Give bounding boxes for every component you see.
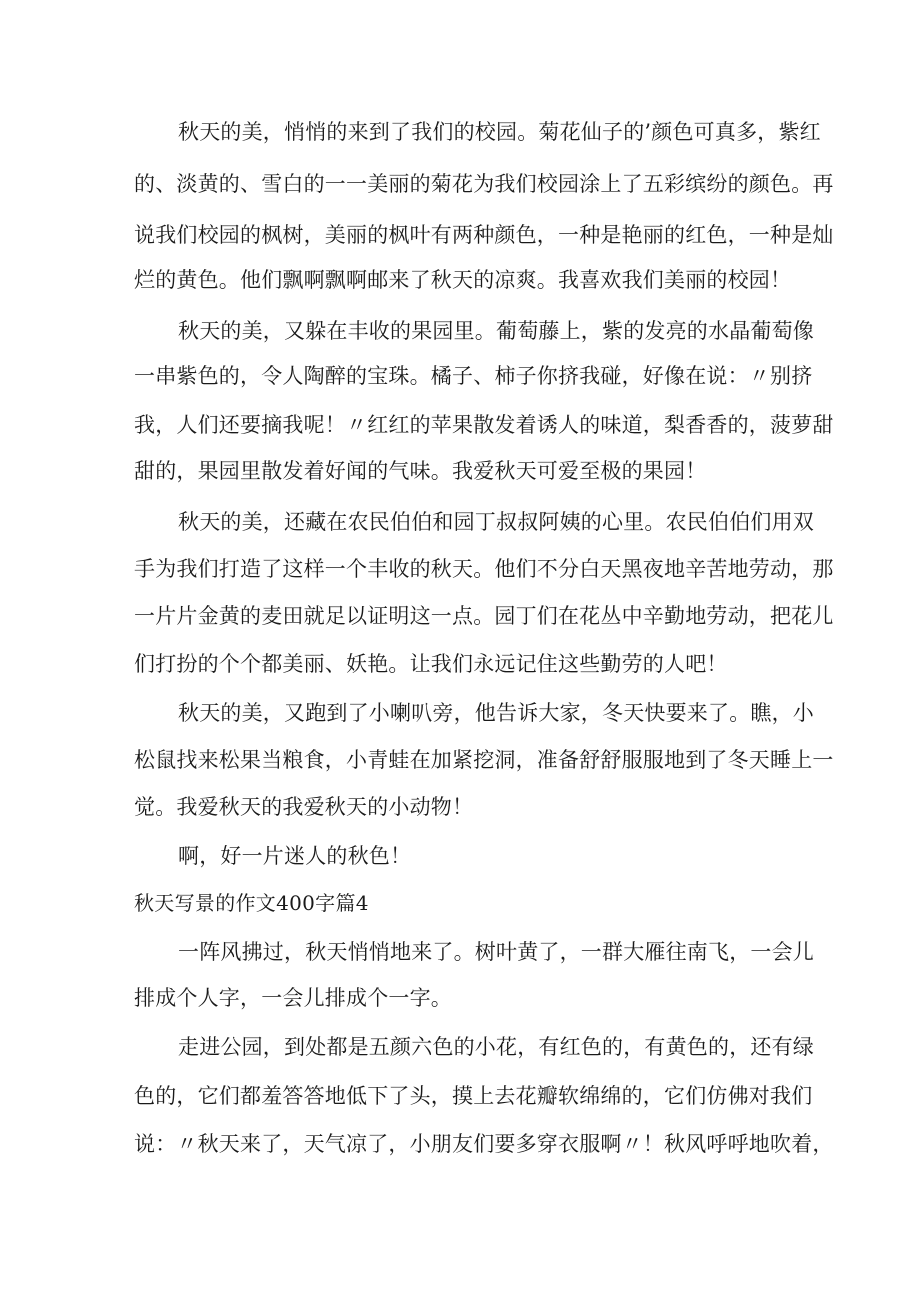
- text-line: 松鼠找来松果当粮食，小青蛙在加紧挖洞，准备舒舒服服地到了冬天睡上一: [134, 748, 834, 772]
- text-line: 秋天的美，悄悄的来到了我们的校园。菊花仙子的’颜色可真多，紫红: [178, 120, 821, 144]
- text-line: 秋天的美，又跑到了小喇叭旁，他告诉大家，冬天快要来了。瞧，小: [178, 701, 814, 725]
- text-line: 啊，好一片迷人的秋色！: [178, 844, 412, 868]
- text-line: 烂的黄色。他们飘啊飘啊邮来了秋天的凉爽。我喜欢我们美丽的校园！: [134, 268, 792, 292]
- text-line: 我，人们还要摘我呢！〃红红的苹果散发着诱人的味道，梨香香的，菠萝甜: [134, 413, 834, 437]
- text-line: 甜的，果园里散发着好闻的气味。我爱秋天可爱至极的果园！: [134, 459, 707, 483]
- text-line: 说：〃秋天来了，天气凉了，小朋友们要多穿衣服啊〃！秋风呼呼地吹着，: [134, 1132, 834, 1156]
- section-heading: 秋天写景的作文400字篇4: [134, 891, 369, 915]
- text-line: 秋天的美，又躲在丰收的果园里。葡萄藤上，紫的发亮的水晶葡萄像: [178, 319, 814, 343]
- text-line: 的、淡黄的、雪白的一一美丽的菊花为我们校园涂上了五彩缤纷的颜色。再: [134, 172, 834, 196]
- text-line: 说我们校园的枫树，美丽的枫叶有两种颜色，一种是艳丽的红色，一种是灿: [134, 223, 834, 247]
- text-line: 走进公园，到处都是五颜六色的小花，有红色的，有黄色的，还有绿: [178, 1035, 814, 1059]
- text-line: 一片片金黄的麦田就足以证明这一点。园丁们在花丛中辛勤地劳动，把花儿: [134, 604, 834, 628]
- text-line: 排成个人字，一会儿排成个一字。: [134, 986, 452, 1010]
- text-line: 手为我们打造了这样一个丰收的秋天。他们不分白天黑夜地辛苦地劳动，那: [134, 557, 834, 581]
- text-line: 觉。我爱秋天的我爱秋天的小动物！: [134, 795, 474, 819]
- text-line: 们打扮的个个都美丽、妖艳。让我们永远记住这些勤劳的人吧！: [134, 652, 728, 676]
- text-line: 色的，它们都羞答答地低下了头，摸上去花瓣软绵绵的，它们仿佛对我们: [134, 1084, 813, 1108]
- text-line: 秋天的美，还藏在农民伯伯和园丁叔叔阿姨的心里。农民伯伯们用双: [178, 510, 814, 534]
- text-line: 一串紫色的，令人陶醉的宝珠。橘子、柿子你挤我碰，好像在说：〃别挤: [134, 364, 813, 388]
- text-line: 一阵风拂过，秋天悄悄地来了。树叶黄了，一群大雁往南飞，一会儿: [178, 940, 814, 964]
